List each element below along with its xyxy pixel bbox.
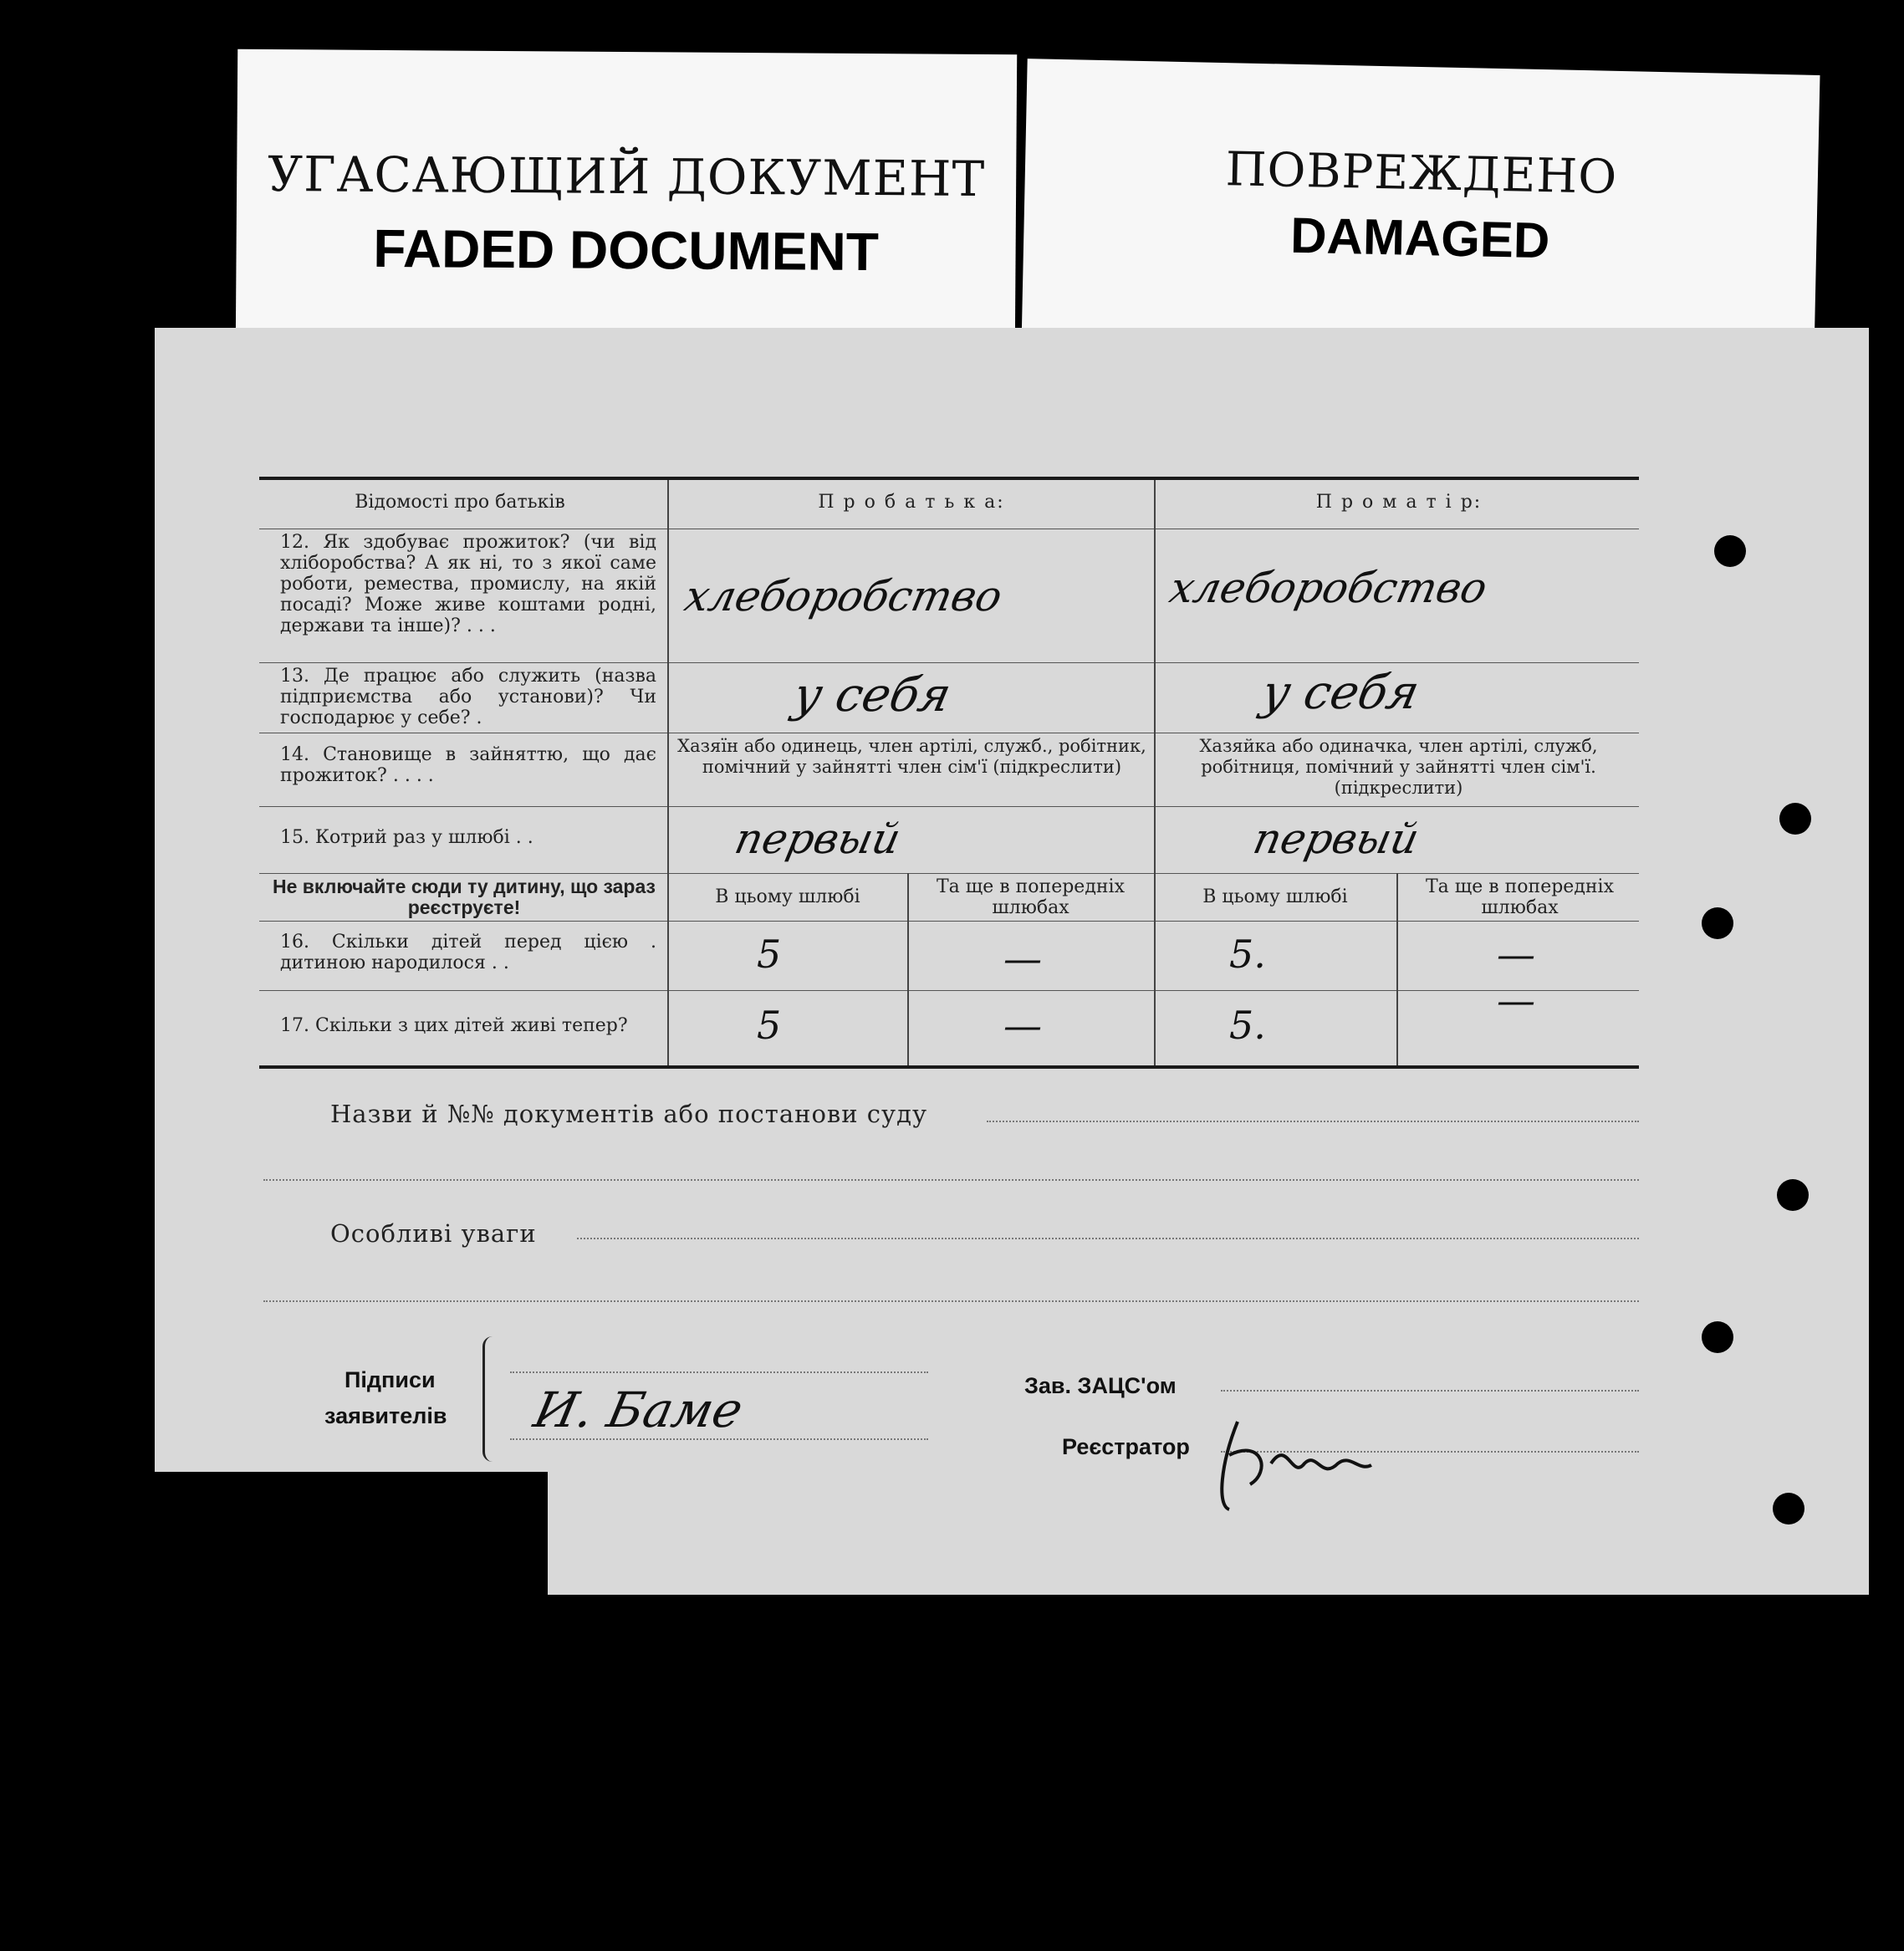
mother-children-alive-this: 5. bbox=[1229, 1003, 1266, 1048]
registrar-label: Реєстратор bbox=[1062, 1434, 1190, 1459]
question-16: 16. Скільки дітей перед цією . дитиною народилося . . bbox=[280, 932, 656, 973]
remarks-dotted-line-2 bbox=[263, 1300, 1639, 1302]
applicants-signature-label-2: заявителів bbox=[324, 1403, 447, 1428]
faded-label-en: FADED DOCUMENT bbox=[373, 217, 880, 283]
mother-workplace: у себя bbox=[1257, 666, 1424, 720]
row-divider bbox=[259, 873, 1639, 874]
mother-marriage-number: первый bbox=[1248, 815, 1423, 863]
question-12: 12. Як здобуває прожиток? (чи від хліборобства? А як ні, то з якої саме роботи, ремества, промислу, на якій посаді? Може живе коштами родні, держави та інше)? . . . bbox=[280, 532, 656, 636]
father-children-born-this: 5 bbox=[757, 932, 782, 977]
sheet-torn-corner bbox=[155, 1472, 548, 1597]
mother-children-born-prev: — bbox=[1497, 932, 1535, 977]
mother-children-born-this: 5. bbox=[1229, 932, 1266, 977]
exclude-child-note: Не включайте сюди ту дитину, що зараз реєструєте! bbox=[272, 876, 656, 918]
parents-info-table bbox=[259, 477, 1639, 1069]
question-14: 14. Становище в зайняттю, що дає прожиток? . . . . bbox=[280, 744, 656, 786]
father-children-alive-prev: — bbox=[1003, 1003, 1042, 1048]
father-children-born-prev: — bbox=[1003, 936, 1042, 981]
question-13: 13. Де працює або служить (назва підприємства або установи)? Чи господарює у себе? . bbox=[280, 666, 656, 728]
applicant-sign-line-1 bbox=[510, 1371, 928, 1373]
row-divider bbox=[259, 806, 1639, 807]
faded-document-label bbox=[236, 49, 1017, 355]
father-children-alive-this: 5 bbox=[757, 1003, 782, 1048]
mother-children-alive-prev: — bbox=[1497, 978, 1535, 1023]
col-divider bbox=[1396, 873, 1398, 1065]
mother-employment-options: Хазяйка або одиначка, член артілі, служб, робітниця, помічний у зайнятті член сім'ї. (підкреслити) bbox=[1199, 736, 1598, 798]
applicants-brace bbox=[482, 1336, 510, 1462]
mother-livelihood: хлеборобство bbox=[1165, 564, 1492, 612]
punch-hole bbox=[1779, 803, 1811, 835]
father-employment-options: Хазяїн або одинець, член артілі, служб., робітник, помічний у зайнятті член сім'ї (підкреслити) bbox=[677, 736, 1146, 777]
header-mother: П р о м а т і р: bbox=[1315, 492, 1483, 513]
header-father: П р о б а т ь к а: bbox=[818, 492, 1005, 513]
father-marriage-number: первый bbox=[730, 815, 905, 863]
damaged-document-label bbox=[1021, 59, 1820, 364]
documents-dotted-line bbox=[987, 1121, 1639, 1122]
punch-hole bbox=[1702, 907, 1733, 939]
documents-dotted-line-2 bbox=[263, 1179, 1639, 1181]
father-livelihood: хлеборобство bbox=[680, 572, 1007, 621]
header-parents-info: Відомості про батьків bbox=[355, 492, 565, 513]
question-17: 17. Скільки з цих дітей живі тепер? bbox=[280, 1015, 628, 1036]
registrar-signature-scribble bbox=[1212, 1405, 1380, 1522]
question-15: 15. Котрий раз у шлюбі . . bbox=[280, 827, 533, 848]
documents-field-label: Назви й №№ документів або постанови суду bbox=[330, 1100, 928, 1128]
row-divider bbox=[259, 662, 1639, 663]
mother-this-marriage-header: В цьому шлюбі bbox=[1202, 886, 1348, 907]
applicants-signature-label-1: Підписи bbox=[345, 1367, 436, 1392]
mother-prev-marriage-header: Та ще в попередніх шлюбах bbox=[1426, 876, 1614, 918]
head-zags-sign-line bbox=[1221, 1390, 1639, 1392]
head-zags-label: Зав. ЗАЦС'ом bbox=[1024, 1373, 1177, 1398]
col-divider bbox=[1154, 480, 1156, 1065]
father-prev-marriage-header: Та ще в попередніх шлюбах bbox=[937, 876, 1125, 918]
row-divider bbox=[259, 921, 1639, 922]
father-workplace: у себя bbox=[789, 668, 956, 723]
applicant-signature: И. Баме bbox=[528, 1382, 748, 1438]
damaged-label-ru: ПОВРЕЖДЕНО bbox=[1225, 142, 1618, 205]
punch-hole bbox=[1702, 1321, 1733, 1353]
remarks-field-label: Особливі уваги bbox=[330, 1219, 537, 1248]
punch-hole bbox=[1777, 1179, 1809, 1211]
applicant-sign-line-2 bbox=[510, 1438, 928, 1440]
row-divider bbox=[259, 990, 1639, 991]
col-divider bbox=[907, 873, 909, 1065]
remarks-dotted-line bbox=[577, 1238, 1639, 1239]
punch-hole bbox=[1773, 1493, 1804, 1525]
father-this-marriage-header: В цьому шлюбі bbox=[715, 886, 860, 907]
damaged-label-en: DAMAGED bbox=[1289, 207, 1550, 269]
faded-label-ru: УГАСАЮЩИЙ ДОКУМЕНТ bbox=[267, 146, 986, 207]
col-divider bbox=[667, 480, 669, 1065]
punch-hole bbox=[1714, 535, 1746, 567]
